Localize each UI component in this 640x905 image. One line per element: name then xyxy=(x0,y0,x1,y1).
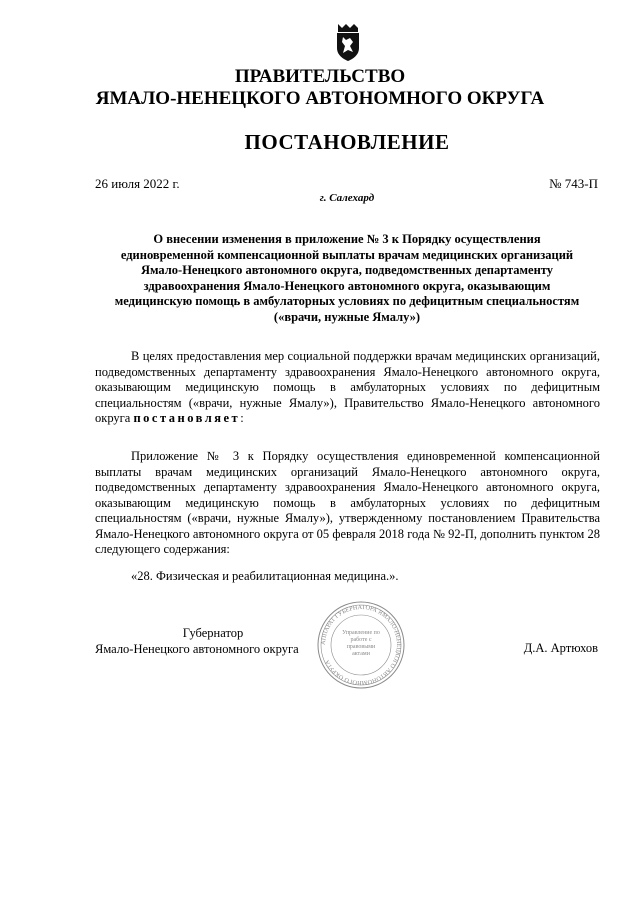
document-type: ПОСТАНОВЛЕНИЕ xyxy=(244,130,450,154)
document-number: № 743-П xyxy=(549,176,598,191)
resolves-word: постановляет xyxy=(133,411,241,425)
paragraph-preamble xyxy=(95,349,600,427)
signatory-name: Д.А. Артюхов xyxy=(523,641,598,655)
stamp-ring-text: АППАРАТ ГУБЕРНАТОРА ЯМАЛО-НЕНЕЦКОГО АВТОНОМНОГО ОКРУГА xyxy=(319,603,403,687)
document-city: г. Салехард xyxy=(319,192,375,204)
paragraph-amendment: Приложение № 3 к Порядку осуществления единовременной компенсационной выплаты врачам медицинских организаций Ямало-Ненецкого автономного округа, подведомственных департаменту здравоохранения Ямало-Ненецкого автономного округа, оказывающим медицинскую помощь в амбулаторных условиях по дефицитным специальностям («врачи, нужные Ямалу»), утвержденному постановлением Правительства Ямало-Ненецкого автономного округа от 05 февраля 2018 года № 92-П, дополнить пунктом 28 следующего содержания: xyxy=(95,449,600,556)
stamp-center-text: Управление по работе с правовыми актами xyxy=(342,630,380,657)
government-line2: ЯМАЛО-НЕНЕЦКОГО АВТОНОМНОГО ОКРУГА xyxy=(95,88,545,109)
government-title xyxy=(0,66,640,110)
paragraph-new-item: «28. Физическая и реабилитационная медицина.». xyxy=(131,569,399,583)
government-line1: ПРАВИТЕЛЬСТВО xyxy=(234,66,406,87)
document-date: 26 июля 2022 г. xyxy=(95,176,180,191)
preamble-end: : xyxy=(240,411,244,425)
signatory-title-line1: Губернатор xyxy=(182,626,244,640)
coat-of-arms-icon xyxy=(334,22,362,62)
preamble-text: В целях предоставления мер социальной поддержки врачам медицинских организаций, подведомственных департаменту здравоохранения Ямало-Ненецкого автономного округа, оказывающим медицинскую помощь в амбулаторных условиях по дефицитным специальностям («врачи, нужные Ямалу»), Правительство Ямало-Ненецкого автономного округа xyxy=(95,349,600,425)
signatory-title xyxy=(95,626,331,657)
document-subject: О внесении изменения в приложение № 3 к Порядку осуществления единовременной компенсационной выплаты врачам медицинских организаций Ямало-Ненецкого автономного округа, подведомственных департаменту здравоохранения Ямало-Ненецкого автономного округа, оказывающим медицинскую помощь в амбулаторных условиях по дефицитным специальностям («врачи, нужные Ямалу») xyxy=(114,232,580,324)
signatory-title-line2: Ямало-Ненецкого автономного округа xyxy=(95,641,299,656)
